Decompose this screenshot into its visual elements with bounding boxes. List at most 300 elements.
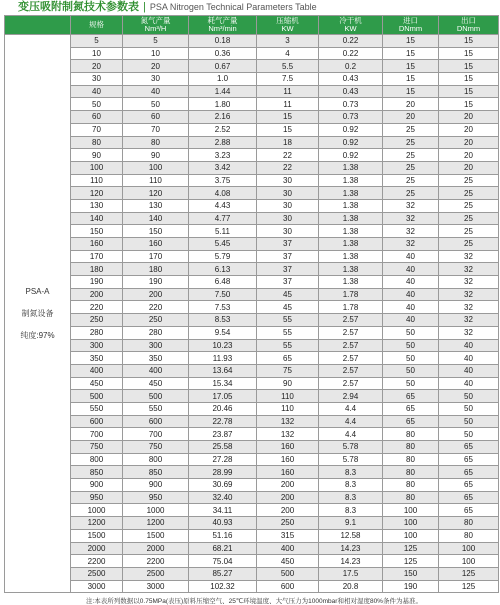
table-cell: 1000 <box>123 504 189 517</box>
table-cell: 4.4 <box>319 428 383 441</box>
table-cell: 2200 <box>123 555 189 568</box>
table-cell: 25 <box>383 174 439 187</box>
table-cell: 450 <box>123 377 189 390</box>
table-cell: 80 <box>383 453 439 466</box>
table-cell: 60 <box>71 111 123 124</box>
table-cell: 10.23 <box>189 339 257 352</box>
table-cell: 25 <box>439 174 499 187</box>
table-cell: 500 <box>71 390 123 403</box>
table-cell: 4.4 <box>319 402 383 415</box>
table-cell: 85.27 <box>189 567 257 580</box>
table-cell: 280 <box>123 326 189 339</box>
table-cell: 15 <box>383 60 439 73</box>
table-cell: 132 <box>257 415 319 428</box>
table-cell: 28.99 <box>189 466 257 479</box>
table-cell: 0.92 <box>319 149 383 162</box>
table-cell: 30 <box>257 225 319 238</box>
table-row <box>5 453 499 466</box>
table-cell: 250 <box>71 314 123 327</box>
table-cell: 4.77 <box>189 212 257 225</box>
table-cell: 180 <box>71 263 123 276</box>
table-cell: 110 <box>257 402 319 415</box>
table-cell: 8.3 <box>319 466 383 479</box>
table-cell: 200 <box>257 504 319 517</box>
table-cell: 65 <box>439 441 499 454</box>
table-cell: 15 <box>383 35 439 48</box>
table-cell: 20.8 <box>319 580 383 593</box>
table-cell: 450 <box>71 377 123 390</box>
table-cell: 850 <box>71 466 123 479</box>
table-cell: 400 <box>71 364 123 377</box>
table-cell: 50 <box>439 390 499 403</box>
table-cell: 60 <box>123 111 189 124</box>
table-row <box>5 60 499 73</box>
table-cell: 160 <box>71 238 123 251</box>
table-cell: 2200 <box>71 555 123 568</box>
table-row <box>5 364 499 377</box>
table-cell: 400 <box>123 364 189 377</box>
table-cell: 110 <box>71 174 123 187</box>
header-inlet: 进口 DNmm <box>383 16 439 35</box>
table-cell: 25 <box>439 199 499 212</box>
table-cell: 1.38 <box>319 187 383 200</box>
table-row <box>5 580 499 593</box>
table-cell: 20 <box>439 161 499 174</box>
table-cell: 450 <box>257 555 319 568</box>
table-row <box>5 504 499 517</box>
table-cell: 170 <box>71 250 123 263</box>
model-line1: PSA-A <box>25 286 50 296</box>
table-cell: 5.79 <box>189 250 257 263</box>
table-cell: 32 <box>383 225 439 238</box>
table-row <box>5 111 499 124</box>
table-cell: 50 <box>439 415 499 428</box>
table-cell: 1.38 <box>319 250 383 263</box>
table-row <box>5 238 499 251</box>
table-cell: 1.0 <box>189 73 257 86</box>
table-cell: 5.11 <box>189 225 257 238</box>
table-cell: 40 <box>439 364 499 377</box>
table-cell: 150 <box>383 567 439 580</box>
table-row <box>5 415 499 428</box>
table-cell: 15 <box>257 111 319 124</box>
table-cell: 0.73 <box>319 98 383 111</box>
table-cell: 110 <box>123 174 189 187</box>
table-cell: 11.93 <box>189 352 257 365</box>
table-cell: 40.93 <box>189 517 257 530</box>
table-cell: 32 <box>439 314 499 327</box>
table-cell: 80 <box>383 466 439 479</box>
table-cell: 20 <box>383 111 439 124</box>
table-cell: 280 <box>71 326 123 339</box>
table-cell: 5.78 <box>319 453 383 466</box>
table-cell: 15 <box>439 85 499 98</box>
table-cell: 20 <box>123 60 189 73</box>
table-cell: 65 <box>439 504 499 517</box>
table-cell: 15 <box>439 98 499 111</box>
table-cell: 80 <box>439 529 499 542</box>
table-cell: 2.57 <box>319 352 383 365</box>
table-row <box>5 225 499 238</box>
table-cell: 1200 <box>123 517 189 530</box>
table-cell: 7.53 <box>189 301 257 314</box>
table-cell: 22.78 <box>189 415 257 428</box>
table-cell: 55 <box>257 314 319 327</box>
table-cell: 40 <box>383 314 439 327</box>
parameters-table <box>4 15 499 593</box>
table-cell: 50 <box>123 98 189 111</box>
table-cell: 14.23 <box>319 555 383 568</box>
table-cell: 50 <box>71 98 123 111</box>
table-cell: 25 <box>439 238 499 251</box>
table-row <box>5 428 499 441</box>
table-cell: 50 <box>383 326 439 339</box>
table-cell: 15 <box>439 35 499 48</box>
table-cell: 1.38 <box>319 174 383 187</box>
table-cell: 55 <box>257 326 319 339</box>
table-cell: 50 <box>383 364 439 377</box>
table-cell: 30 <box>257 187 319 200</box>
table-cell: 160 <box>123 238 189 251</box>
table-cell: 8.3 <box>319 479 383 492</box>
table-cell: 100 <box>439 555 499 568</box>
table-cell: 1.38 <box>319 238 383 251</box>
table-cell: 250 <box>257 517 319 530</box>
table-cell: 5 <box>123 35 189 48</box>
table-cell: 0.73 <box>319 111 383 124</box>
table-cell: 2.57 <box>319 326 383 339</box>
table-cell: 180 <box>123 263 189 276</box>
table-cell: 120 <box>123 187 189 200</box>
table-cell: 100 <box>383 504 439 517</box>
table-cell: 3.42 <box>189 161 257 174</box>
table-cell: 51.16 <box>189 529 257 542</box>
header-row <box>5 16 499 35</box>
table-cell: 220 <box>71 301 123 314</box>
table-cell: 750 <box>123 441 189 454</box>
table-cell: 90 <box>257 377 319 390</box>
table-cell: 1.38 <box>319 161 383 174</box>
table-row <box>5 377 499 390</box>
table-cell: 37 <box>257 276 319 289</box>
table-cell: 65 <box>439 479 499 492</box>
table-cell: 25 <box>439 187 499 200</box>
table-cell: 40 <box>383 276 439 289</box>
table-cell: 12.58 <box>319 529 383 542</box>
header-dryer: 冷干机 KW <box>319 16 383 35</box>
table-cell: 0.18 <box>189 35 257 48</box>
table-cell: 150 <box>71 225 123 238</box>
table-cell: 15 <box>257 123 319 136</box>
table-row <box>5 187 499 200</box>
table-cell: 315 <box>257 529 319 542</box>
table-row <box>5 542 499 555</box>
table-cell: 950 <box>71 491 123 504</box>
table-row <box>5 314 499 327</box>
table-cell: 30 <box>71 73 123 86</box>
table-cell: 350 <box>123 352 189 365</box>
title-en: PSA Nitrogen Technical Parameters Table <box>149 2 317 12</box>
table-cell: 0.92 <box>319 136 383 149</box>
table-cell: 3000 <box>71 580 123 593</box>
table-row <box>5 301 499 314</box>
table-cell: 900 <box>123 479 189 492</box>
table-cell: 190 <box>123 276 189 289</box>
table-row <box>5 441 499 454</box>
table-cell: 65 <box>383 415 439 428</box>
footnote: 注:本表所列数据以0.75MPa(表压)原料压缩空气、25℃环境温度、大气压力为1000mbar和相对湿度80%条件为基准。 <box>86 598 422 605</box>
table-cell: 14.23 <box>319 542 383 555</box>
table-row <box>5 85 499 98</box>
table-row <box>5 174 499 187</box>
table-cell: 850 <box>123 466 189 479</box>
table-cell: 1000 <box>71 504 123 517</box>
table-cell: 2.52 <box>189 123 257 136</box>
table-cell: 0.22 <box>319 47 383 60</box>
table-cell: 3 <box>257 35 319 48</box>
table-cell: 160 <box>257 466 319 479</box>
table-cell: 1.78 <box>319 301 383 314</box>
table-cell: 600 <box>123 415 189 428</box>
table-cell: 25.58 <box>189 441 257 454</box>
table-cell: 102.32 <box>189 580 257 593</box>
table-cell: 32 <box>439 326 499 339</box>
table-cell: 11 <box>257 98 319 111</box>
table-cell: 10 <box>71 47 123 60</box>
table-cell: 2000 <box>71 542 123 555</box>
table-cell: 0.36 <box>189 47 257 60</box>
table-cell: 90 <box>123 149 189 162</box>
table-cell: 110 <box>257 390 319 403</box>
table-cell: 2.94 <box>319 390 383 403</box>
table-cell: 45 <box>257 288 319 301</box>
table-cell: 7.5 <box>257 73 319 86</box>
table-cell: 15 <box>383 73 439 86</box>
table-cell: 50 <box>439 428 499 441</box>
table-cell: 1.38 <box>319 276 383 289</box>
table-row <box>5 288 499 301</box>
table-cell: 20 <box>439 123 499 136</box>
table-row <box>5 35 499 48</box>
table-cell: 22 <box>257 161 319 174</box>
table-cell: 50 <box>383 377 439 390</box>
table-cell: 750 <box>71 441 123 454</box>
table-cell: 1.44 <box>189 85 257 98</box>
table-cell: 120 <box>71 187 123 200</box>
table-cell: 20 <box>439 111 499 124</box>
table-cell: 3.75 <box>189 174 257 187</box>
table-cell: 15 <box>383 47 439 60</box>
table-cell: 13.64 <box>189 364 257 377</box>
table-cell: 5 <box>71 35 123 48</box>
table-cell: 65 <box>383 402 439 415</box>
table-cell: 800 <box>123 453 189 466</box>
table-cell: 20.46 <box>189 402 257 415</box>
table-cell: 4.08 <box>189 187 257 200</box>
table-cell: 75.04 <box>189 555 257 568</box>
table-cell: 40 <box>439 339 499 352</box>
table-cell: 140 <box>123 212 189 225</box>
table-body <box>5 35 499 593</box>
table-cell: 2500 <box>123 567 189 580</box>
table-cell: 32 <box>439 276 499 289</box>
table-cell: 25 <box>383 161 439 174</box>
table-cell: 400 <box>257 542 319 555</box>
table-cell: 5.5 <box>257 60 319 73</box>
table-cell: 600 <box>257 580 319 593</box>
header-nitrogen-output: 氮气产量 Nm³/H <box>123 16 189 35</box>
table-cell: 37 <box>257 263 319 276</box>
table-cell: 200 <box>71 288 123 301</box>
table-cell: 15 <box>439 73 499 86</box>
table-row <box>5 326 499 339</box>
table-row <box>5 199 499 212</box>
table-cell: 170 <box>123 250 189 263</box>
table-cell: 4 <box>257 47 319 60</box>
table-cell: 55 <box>257 339 319 352</box>
table-cell: 0.43 <box>319 85 383 98</box>
table-cell: 125 <box>383 555 439 568</box>
table-cell: 550 <box>71 402 123 415</box>
table-cell: 40 <box>123 85 189 98</box>
table-cell: 130 <box>123 199 189 212</box>
title-zh: 变压吸附制氮技术参数表 <box>18 1 139 13</box>
table-cell: 20 <box>71 60 123 73</box>
table-row <box>5 276 499 289</box>
table-cell: 700 <box>71 428 123 441</box>
table-cell: 80 <box>439 517 499 530</box>
table-cell: 190 <box>383 580 439 593</box>
table-row <box>5 339 499 352</box>
table-row <box>5 529 499 542</box>
table-row <box>5 73 499 86</box>
table-cell: 0.67 <box>189 60 257 73</box>
table-cell: 65 <box>439 453 499 466</box>
table-cell: 70 <box>71 123 123 136</box>
table-row <box>5 402 499 415</box>
table-cell: 17.05 <box>189 390 257 403</box>
table-row <box>5 149 499 162</box>
table-cell: 2.88 <box>189 136 257 149</box>
table-cell: 20 <box>439 136 499 149</box>
table-cell: 20 <box>383 98 439 111</box>
table-cell: 32 <box>439 301 499 314</box>
table-cell: 25 <box>439 212 499 225</box>
table-cell: 27.28 <box>189 453 257 466</box>
table-cell: 2.57 <box>319 377 383 390</box>
table-row <box>5 567 499 580</box>
table-cell: 32 <box>383 212 439 225</box>
table-cell: 1200 <box>71 517 123 530</box>
table-cell: 125 <box>383 542 439 555</box>
table-cell: 2500 <box>71 567 123 580</box>
table-cell: 1.38 <box>319 199 383 212</box>
table-cell: 0.92 <box>319 123 383 136</box>
table-cell: 2.16 <box>189 111 257 124</box>
table-row <box>5 479 499 492</box>
table-cell: 80 <box>383 479 439 492</box>
table-row <box>5 555 499 568</box>
table-cell: 3000 <box>123 580 189 593</box>
header-air-consumption: 耗气产量 Nm³/min <box>189 16 257 35</box>
table-cell: 1500 <box>123 529 189 542</box>
table-cell: 40 <box>71 85 123 98</box>
table-cell: 160 <box>257 441 319 454</box>
model-cell <box>5 35 71 593</box>
header-compressor: 压缩机 KW <box>257 16 319 35</box>
table-cell: 50 <box>439 402 499 415</box>
table-cell: 3.23 <box>189 149 257 162</box>
table-cell: 0.43 <box>319 73 383 86</box>
table-row <box>5 352 499 365</box>
table-cell: 700 <box>123 428 189 441</box>
table-row <box>5 98 499 111</box>
table-cell: 80 <box>383 428 439 441</box>
table-cell: 250 <box>123 314 189 327</box>
table-cell: 32 <box>383 199 439 212</box>
table-cell: 2.57 <box>319 364 383 377</box>
table-cell: 32 <box>383 238 439 251</box>
table-cell: 5.45 <box>189 238 257 251</box>
table-cell: 30 <box>257 199 319 212</box>
table-cell: 200 <box>257 491 319 504</box>
table-cell: 15 <box>439 47 499 60</box>
table-cell: 132 <box>257 428 319 441</box>
table-cell: 45 <box>257 301 319 314</box>
table-cell: 0.22 <box>319 35 383 48</box>
model-line2: 制氮设备 <box>21 308 54 318</box>
header-model <box>5 16 71 35</box>
table-cell: 22 <box>257 149 319 162</box>
header-spec: 规格 <box>71 16 123 35</box>
table-cell: 1.38 <box>319 225 383 238</box>
table-cell: 32 <box>439 263 499 276</box>
table-cell: 8.3 <box>319 491 383 504</box>
table-cell: 50 <box>383 339 439 352</box>
table-cell: 600 <box>71 415 123 428</box>
table-cell: 37 <box>257 250 319 263</box>
table-cell: 37 <box>257 238 319 251</box>
table-cell: 65 <box>439 491 499 504</box>
table-cell: 1.38 <box>319 263 383 276</box>
table-cell: 1.38 <box>319 212 383 225</box>
table-cell: 40 <box>439 377 499 390</box>
table-cell: 160 <box>257 453 319 466</box>
table-cell: 150 <box>123 225 189 238</box>
table-cell: 500 <box>123 390 189 403</box>
table-cell: 125 <box>439 580 499 593</box>
table-cell: 25 <box>383 187 439 200</box>
table-cell: 68.21 <box>189 542 257 555</box>
table-cell: 25 <box>383 149 439 162</box>
table-cell: 100 <box>383 529 439 542</box>
table-cell: 80 <box>123 136 189 149</box>
table-cell: 300 <box>71 339 123 352</box>
header-outlet: 出口 DNmm <box>439 16 499 35</box>
table-cell: 80 <box>383 491 439 504</box>
table-cell: 2.57 <box>319 339 383 352</box>
table-cell: 8.53 <box>189 314 257 327</box>
table-cell: 9.54 <box>189 326 257 339</box>
table-cell: 125 <box>439 567 499 580</box>
title-separator: | <box>143 1 146 13</box>
table-cell: 4.43 <box>189 199 257 212</box>
table-cell: 25 <box>383 123 439 136</box>
table-cell: 200 <box>257 479 319 492</box>
table-cell: 34.11 <box>189 504 257 517</box>
table-cell: 32.40 <box>189 491 257 504</box>
table-row <box>5 161 499 174</box>
